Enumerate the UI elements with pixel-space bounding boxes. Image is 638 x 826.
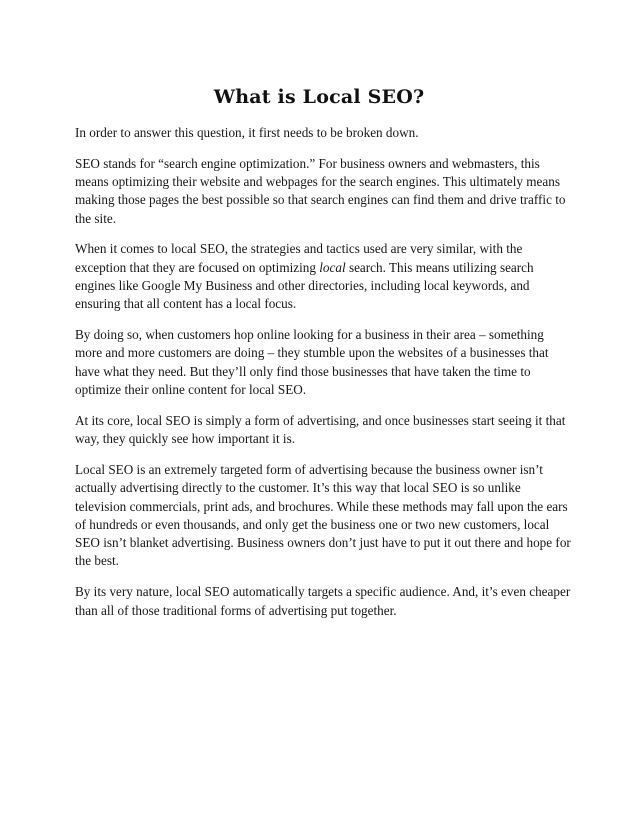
paragraph-conclusion: By its very nature, local SEO automatically targets a specific audience. And, it’s even cheaper than all of those traditional forms of advertising put together. bbox=[75, 584, 571, 618]
document-body bbox=[75, 124, 573, 632]
emphasis-local: local bbox=[319, 259, 346, 275]
paragraph-seo-definition: SEO stands for “search engine optimization.” For business owners and webmasters, this means optimizing their website and webpages for the search engines. This ultimately means making those pages the best possible so that search engines can find them and drive traffic to the site. bbox=[75, 155, 566, 226]
paragraph-local-seo-part-1: When it comes to local SEO, the strategies and tactics used are very similar, with the exception that they are focused on optimizing bbox=[75, 241, 523, 275]
page-title: What is Local SEO? bbox=[213, 86, 425, 108]
paragraph-intro: In order to answer this question, it first needs to be broken down. bbox=[75, 125, 419, 140]
paragraph-advertising: At its core, local SEO is simply a form of advertising, and once businesses start seeing it that way, they quickly see how important it is. bbox=[75, 412, 566, 447]
paragraph-local-seo-part-2: search. This means utilizing search engines like Google My Business and other directories, including local keywords, and ensuring that all content has a local focus. bbox=[75, 259, 534, 312]
paragraph-targeted: Local SEO is an extremely targeted form of advertising because the business owner isn’t actually advertising directly to the customer. It’s this way that local SEO is so unlike television commercials, print ads, and brochures. While these methods may fall upon the ears of hundreds or even thousands, and only get the business one or two new customers, local SEO isn’t blanket advertising. Business owners don’t just have to put it out there and hope for the best. bbox=[75, 461, 571, 569]
paragraph-local-seo bbox=[75, 240, 573, 313]
paragraph-customers: By doing so, when customers hop online looking for a business in their area – something more and more customers are doing – they stumble upon the websites of a businesses that have what they need. But they’ll only find those businesses that have taken the time to optimize their online content for local SEO. bbox=[75, 327, 549, 398]
